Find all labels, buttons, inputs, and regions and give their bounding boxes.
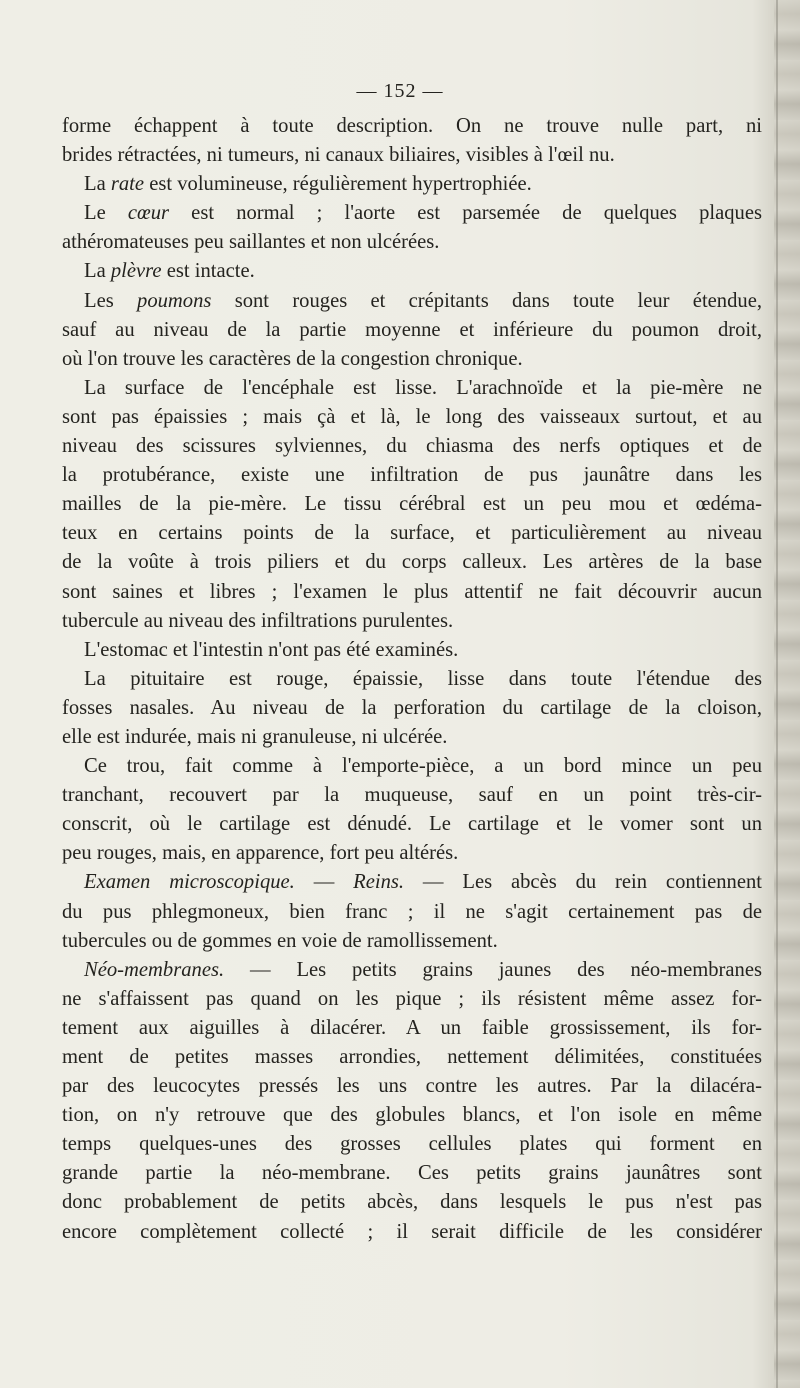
- text-line: [62, 956, 762, 985]
- line-text: elle est indurée, mais ni granuleuse, ni ulcérée.: [62, 725, 448, 748]
- text-line: [62, 1218, 762, 1247]
- line-text: la protubérance, existe une infiltration de pus jaunâtre dans les: [62, 464, 762, 487]
- text-line: [62, 752, 762, 781]
- line-text: sont pas épaissies ; mais çà et là, le long des vaisseaux surtout, et au: [62, 405, 762, 428]
- text-line: [62, 694, 762, 723]
- line-text: ne s'affaissent pas quand on les pique ; ils résistent même assez for-: [62, 987, 762, 1010]
- line-text: —: [294, 871, 354, 894]
- text-line: [62, 403, 762, 432]
- line-text: grande partie la néo-membrane. Ces petits grains jaunâtres sont: [62, 1162, 762, 1185]
- text-line: [62, 519, 762, 548]
- page-number: — 152 —: [356, 80, 444, 102]
- text-line: [62, 898, 762, 927]
- line-text: où l'on trouve les caractères de la congestion chronique.: [62, 347, 523, 370]
- italic-term: poumons: [137, 289, 212, 312]
- text-line: [62, 985, 762, 1014]
- line-text: Le: [84, 202, 128, 225]
- line-text: de la voûte à trois piliers et du corps calleux. Les artères de la base: [62, 551, 762, 574]
- text-line: [62, 1130, 762, 1159]
- italic-term: rate: [110, 173, 145, 196]
- text-line: [62, 927, 762, 956]
- text-line: [62, 1014, 762, 1043]
- text-line: [62, 490, 762, 519]
- line-text: sont rouges et crépitants dans toute leur étendue,: [211, 289, 762, 312]
- page-edge-line: [776, 0, 778, 1388]
- text-line: [62, 170, 762, 199]
- line-text: donc probablement de petits abcès, dans lesquels le pus n'est pas: [62, 1191, 762, 1214]
- line-text: temps quelques-unes des grosses cellules plates qui forment en: [62, 1133, 762, 1156]
- text-line: [62, 374, 762, 403]
- text-line: [62, 781, 762, 810]
- line-text: Ce trou, fait comme à l'emporte-pièce, a un bord mince un peu: [84, 755, 762, 778]
- line-text: La: [84, 173, 111, 196]
- text-line: [62, 1072, 762, 1101]
- text-line: [62, 257, 762, 286]
- line-text: brides rétractées, ni tumeurs, ni canaux biliaires, visibles à l'œil nu.: [62, 144, 615, 167]
- line-text: du pus phlegmoneux, bien franc ; il ne s'agit certainement pas de: [62, 900, 762, 923]
- line-text: athéromateuses peu saillantes et non ulcérées.: [62, 231, 440, 254]
- text-line: [62, 316, 762, 345]
- text-line: [62, 636, 762, 665]
- line-text: sauf au niveau de la partie moyenne et inférieure du poumon droit,: [62, 318, 762, 341]
- line-text: sont saines et libres ; l'examen le plus attentif ne fait découvrir aucun: [62, 580, 762, 603]
- text-line: [62, 287, 762, 316]
- italic-term: cœur: [127, 202, 170, 225]
- text-line: [62, 432, 762, 461]
- line-text: La: [84, 260, 111, 283]
- italic-term: Néo-membranes.: [84, 958, 225, 981]
- line-text: teux en certains points de la surface, et particulièrement au niveau: [62, 522, 762, 545]
- line-text: tranchant, recouvert par la muqueuse, sauf en un point très-cir-: [62, 784, 762, 807]
- text-line: [62, 868, 762, 897]
- text-line: [62, 723, 762, 752]
- text-line: [62, 578, 762, 607]
- line-text: tubercule au niveau des infiltrations purulentes.: [62, 609, 454, 632]
- text-line: [62, 112, 762, 141]
- line-text: — Les petits grains jaunes des néo-membranes: [224, 958, 762, 981]
- line-text: est normal ; l'aorte est parsemée de quelques plaques: [169, 202, 762, 225]
- line-text: La pituitaire est rouge, épaissie, lisse dans toute l'étendue des: [84, 667, 762, 690]
- line-text: mailles de la pie-mère. Le tissu cérébral est un peu mou et œdéma-: [62, 493, 762, 516]
- body-text: [62, 112, 762, 1247]
- line-text: — Les abcès du rein contiennent: [404, 871, 762, 894]
- text-line: [62, 810, 762, 839]
- italic-term: plèvre: [110, 260, 162, 283]
- line-text: tement aux aiguilles à dilacérer. A un faible grossissement, ils for-: [62, 1016, 762, 1039]
- text-line: [62, 228, 762, 257]
- text-line: [62, 461, 762, 490]
- text-line: [62, 1043, 762, 1072]
- line-text: encore complètement collecté ; il serait difficile de les considérer: [62, 1220, 762, 1243]
- line-text: tion, on n'y retrouve que des globules blancs, et l'on isole en même: [62, 1104, 762, 1127]
- line-text: ment de petites masses arrondies, nettement délimitées, constituées: [62, 1046, 762, 1068]
- line-text: par des leucocytes pressés les uns contre les autres. Par la dilacéra-: [62, 1075, 762, 1098]
- line-text: est volumineuse, régulièrement hypertrophiée.: [144, 173, 532, 196]
- line-text: conscrit, où le cartilage est dénudé. Le cartilage et le vomer sont un: [62, 813, 762, 836]
- line-text: La surface de l'encéphale est lisse. L'arachnoïde et la pie-mère ne: [84, 376, 762, 399]
- line-text: peu rouges, mais, en apparence, fort peu altérés.: [62, 842, 459, 865]
- line-text: L'estomac et l'intestin n'ont pas été examinés.: [84, 638, 459, 661]
- line-text: tubercules ou de gommes en voie de ramollissement.: [62, 929, 498, 952]
- text-line: [62, 839, 762, 868]
- text-line: [62, 345, 762, 374]
- line-text: forme échappent à toute description. On ne trouve nulle part, ni: [62, 115, 762, 137]
- text-line: [62, 1159, 762, 1188]
- line-text: fosses nasales. Au niveau de la perforation du cartilage de la cloison,: [62, 696, 762, 719]
- text-line: [62, 1101, 762, 1130]
- line-text: niveau des scissures sylviennes, du chiasma des nerfs optiques et de: [62, 435, 762, 458]
- text-line: [62, 607, 762, 636]
- text-line: [62, 1188, 762, 1217]
- text-line: [62, 665, 762, 694]
- italic-term: Reins.: [353, 871, 405, 894]
- text-line: [62, 141, 762, 170]
- text-line: [62, 199, 762, 228]
- text-line: [62, 548, 762, 577]
- line-text: Les: [84, 289, 138, 312]
- line-text: est intacte.: [161, 260, 255, 283]
- italic-term: Examen microscopique.: [84, 871, 295, 894]
